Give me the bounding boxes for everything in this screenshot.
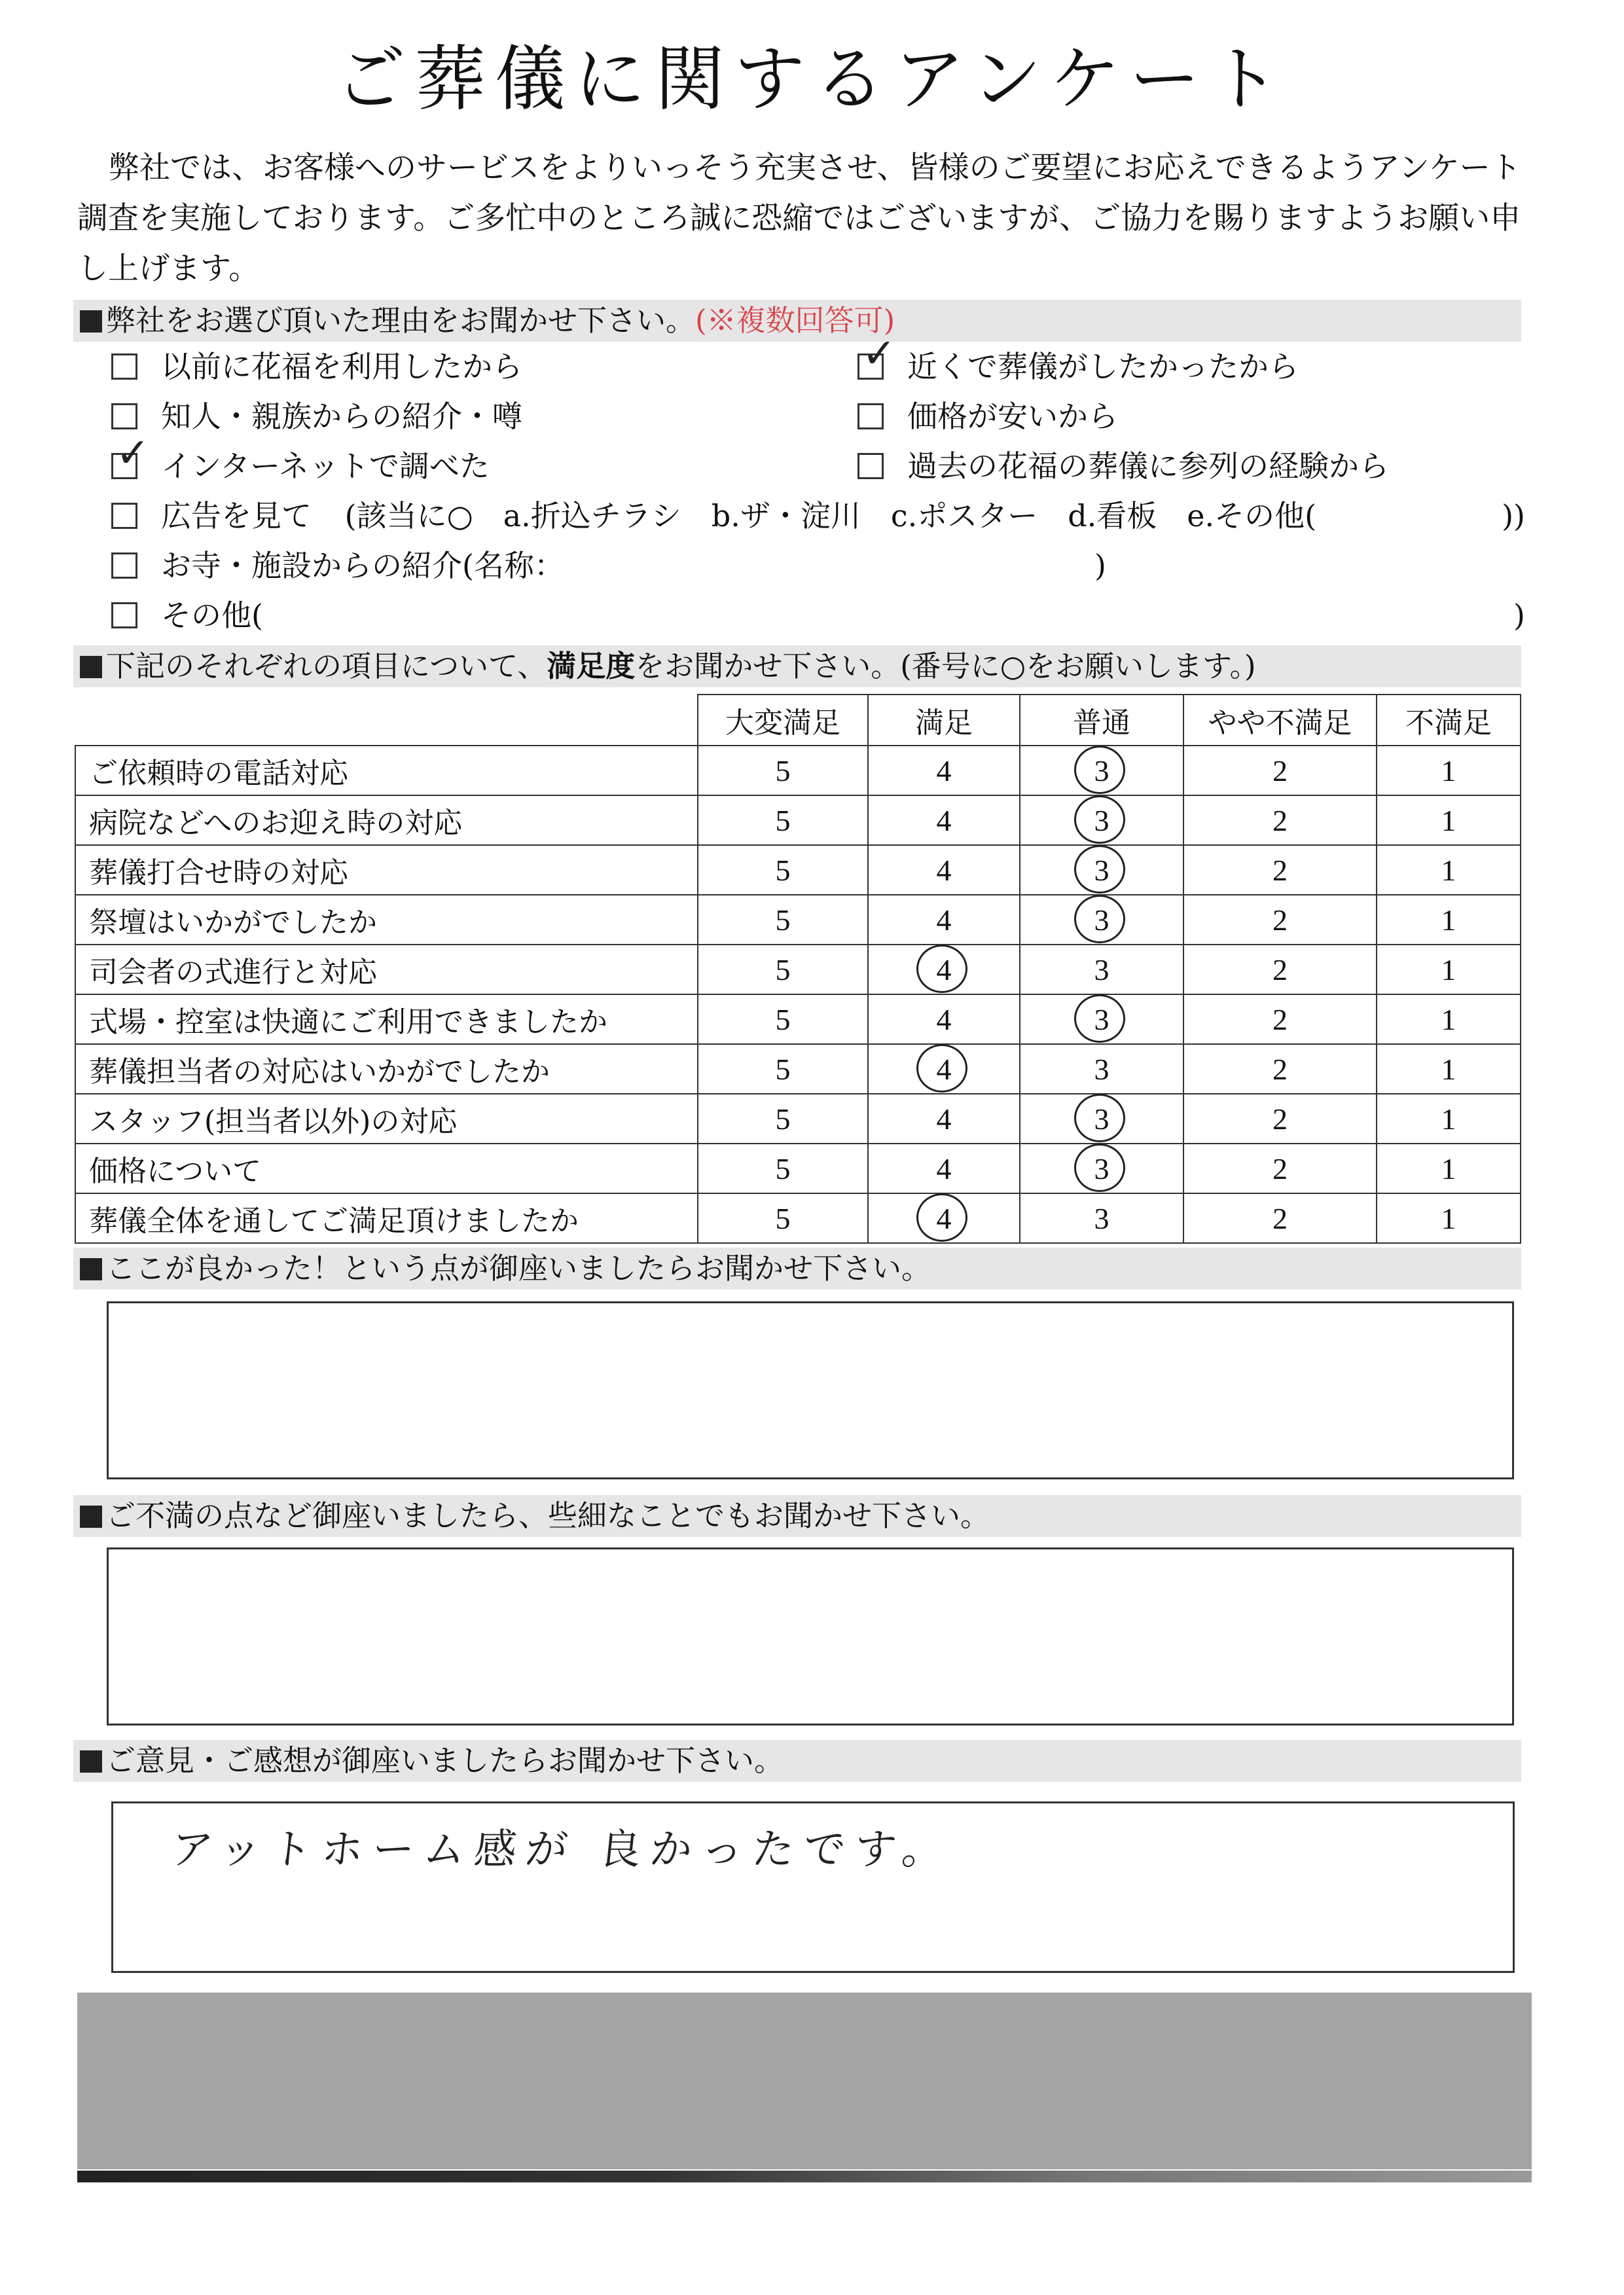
rating-value: 4 — [936, 1102, 952, 1136]
table-row — [75, 845, 1521, 895]
rating-value: 3 — [1094, 853, 1110, 887]
option-other[interactable] — [111, 592, 1525, 639]
rating-option-5[interactable] — [698, 1044, 868, 1094]
square-bullet-icon — [80, 1258, 102, 1280]
table-row — [75, 1144, 1521, 1193]
rating-value: 5 — [775, 1052, 791, 1086]
rating-option-3[interactable] — [1020, 1193, 1183, 1243]
section-comments-heading — [73, 1740, 1521, 1782]
rating-option-3[interactable] — [1020, 895, 1183, 945]
rating-option-2[interactable] — [1183, 795, 1377, 845]
checkmark-icon: ✓ — [116, 429, 150, 477]
intro-paragraph: 弊社では、お客様へのサービスをよりいっそう充実させ、皆様のご要望にお応えできるようアンケート調査を実施しております。ご多忙中のところ誠に恐縮ではございますが、ご協力を賜りますようお願い申し上げます。 — [77, 150, 1521, 287]
good-points-textarea[interactable] — [107, 1301, 1514, 1479]
rating-option-3[interactable] — [1020, 994, 1183, 1044]
selected-circle-icon — [1074, 795, 1125, 844]
table-row — [75, 994, 1521, 1044]
page-title: ご葬儀に関するアンケート — [334, 39, 1290, 120]
table-row — [75, 1044, 1521, 1094]
square-bullet-icon — [80, 1750, 102, 1773]
selected-circle-icon — [916, 945, 967, 993]
column-header: やや不満足 — [1183, 695, 1377, 746]
rating-option-4[interactable] — [868, 746, 1020, 795]
rating-option-4[interactable] — [868, 1193, 1020, 1243]
heading-pre: 下記のそれぞれの項目について、 — [106, 649, 547, 683]
ad-detail: (該当に○ a.折込チラシ b.ザ・淀川 c.ポスター d.看板 e.その他( — [344, 498, 1317, 533]
rating-value: 3 — [1094, 1052, 1110, 1086]
rating-value: 5 — [775, 903, 791, 937]
rating-option-4[interactable] — [868, 1044, 1020, 1094]
rating-value: 4 — [936, 803, 952, 837]
rating-option-2[interactable] — [1183, 845, 1377, 895]
rating-option-2[interactable] — [1183, 994, 1377, 1044]
question-cell: 葬儀担当者の対応はいかがでしたか — [75, 1044, 698, 1094]
checkbox[interactable] — [857, 403, 884, 429]
rating-option-5[interactable] — [698, 795, 868, 845]
rating-value: 4 — [936, 1201, 952, 1235]
rating-option-4[interactable] — [868, 895, 1020, 945]
rating-option-5[interactable] — [698, 895, 868, 945]
rating-value: 1 — [1441, 903, 1456, 937]
rating-value: 4 — [936, 903, 952, 937]
rating-option-1[interactable] — [1377, 1193, 1521, 1243]
rating-value: 2 — [1272, 1201, 1288, 1235]
selected-circle-icon — [1074, 1144, 1125, 1192]
rating-value: 1 — [1441, 952, 1456, 986]
rating-option-5[interactable] — [698, 945, 868, 994]
other-close: ) — [1513, 598, 1525, 633]
intro-text — [77, 143, 1527, 294]
rating-value: 3 — [1094, 1151, 1110, 1185]
rating-value: 3 — [1094, 753, 1110, 787]
rating-value: 3 — [1094, 1102, 1110, 1136]
rating-value: 1 — [1441, 1002, 1456, 1036]
selected-circle-icon — [1074, 845, 1125, 894]
rating-value: 5 — [775, 1151, 791, 1185]
rating-value: 5 — [775, 753, 791, 787]
ad-close: )) — [1502, 498, 1525, 533]
table-row — [75, 746, 1521, 795]
rating-value: 2 — [1272, 903, 1288, 937]
question-cell: 価格について — [75, 1144, 698, 1193]
option-previous-use[interactable] — [111, 343, 522, 390]
table-row — [75, 895, 1521, 945]
rating-value: 3 — [1094, 952, 1110, 986]
rating-option-4[interactable] — [868, 994, 1020, 1044]
selected-circle-icon — [916, 1193, 967, 1242]
rating-option-2[interactable] — [1183, 1144, 1377, 1193]
section-good-points-heading — [73, 1248, 1521, 1290]
question-cell: スタッフ(担当者以外)の対応 — [75, 1094, 698, 1144]
rating-option-4[interactable] — [868, 1144, 1020, 1193]
rating-option-4[interactable] — [868, 845, 1020, 895]
question-cell: 葬儀全体を通してご満足頂けましたか — [75, 1193, 698, 1243]
selected-circle-icon — [1074, 1094, 1125, 1142]
rating-option-3[interactable] — [1020, 1144, 1183, 1193]
table-header-row — [75, 695, 1521, 746]
section-satisfaction-heading — [73, 645, 1521, 687]
question-cell: 司会者の式進行と対応 — [75, 945, 698, 994]
question-cell: 式場・控室は快適にご利用できましたか — [75, 994, 698, 1044]
rating-value: 4 — [936, 1052, 952, 1086]
checkmark-icon: ✓ — [862, 329, 896, 377]
option-label: 価格が安いから — [907, 399, 1118, 434]
option-attended-before[interactable] — [857, 443, 1389, 490]
section-complaints-heading — [73, 1495, 1521, 1537]
header-blank — [75, 695, 698, 746]
rating-option-1[interactable] — [1377, 895, 1521, 945]
redaction-edge — [77, 2171, 1532, 2182]
rating-option-3[interactable] — [1020, 1094, 1183, 1144]
question-cell: 祭壇はいかがでしたか — [75, 895, 698, 945]
rating-option-5[interactable] — [698, 994, 868, 1044]
selected-circle-icon — [1074, 895, 1125, 943]
rating-option-2[interactable] — [1183, 746, 1377, 795]
complaints-textarea[interactable] — [107, 1547, 1514, 1726]
rating-option-5[interactable] — [698, 1144, 868, 1193]
rating-value: 2 — [1272, 1151, 1288, 1185]
square-bullet-icon — [80, 1506, 102, 1528]
selected-circle-icon — [916, 1044, 967, 1093]
option-cheap[interactable] — [857, 393, 1118, 440]
rating-option-4[interactable] — [868, 945, 1020, 994]
heading-post: をお聞かせ下さい。(番号に○をお願いします。) — [635, 649, 1256, 683]
rating-option-3[interactable] — [1020, 795, 1183, 845]
column-header: 不満足 — [1377, 695, 1521, 746]
rating-value: 3 — [1094, 903, 1110, 937]
checkbox[interactable] — [111, 403, 137, 429]
table-row — [75, 795, 1521, 845]
checkbox-checked[interactable] — [857, 329, 896, 380]
section-comments-title: ご意見・ご感想が御座いましたらお聞かせ下さい。 — [106, 1743, 784, 1778]
rating-option-1[interactable] — [1377, 746, 1521, 795]
rating-value: 2 — [1272, 952, 1288, 986]
rating-value: 2 — [1272, 1002, 1288, 1036]
rating-value: 4 — [936, 1002, 952, 1036]
rating-option-1[interactable] — [1377, 795, 1521, 845]
rating-value: 4 — [936, 952, 952, 986]
rating-option-2[interactable] — [1183, 945, 1377, 994]
table-row — [75, 1094, 1521, 1144]
column-header: 大変満足 — [698, 695, 868, 746]
redacted-area — [77, 1993, 1532, 2169]
rating-value: 1 — [1441, 1052, 1456, 1086]
temple-close: ) — [1094, 548, 1106, 583]
checkbox[interactable] — [111, 552, 137, 579]
rating-value: 5 — [775, 1002, 791, 1036]
rating-value: 4 — [936, 753, 952, 787]
rating-option-1[interactable] — [1377, 845, 1521, 895]
question-cell: 病院などへのお迎え時の対応 — [75, 795, 698, 845]
table-row — [75, 945, 1521, 994]
option-label: 知人・親族からの紹介・噂 — [161, 399, 522, 434]
rating-value: 1 — [1441, 803, 1456, 837]
column-header: 普通 — [1020, 695, 1183, 746]
rating-value: 1 — [1441, 1151, 1456, 1185]
rating-value: 5 — [775, 1102, 791, 1136]
selected-circle-icon — [1074, 994, 1125, 1043]
handwritten-comment: アットホーム感が 良かったです。 — [168, 1826, 956, 1874]
option-label: その他( — [161, 598, 263, 633]
option-label: インターネットで調べた — [161, 448, 490, 484]
rating-value: 2 — [1272, 753, 1288, 787]
section-reasons-title: 弊社をお選び頂いた理由をお聞かせ下さい。 — [106, 303, 696, 338]
rating-value: 5 — [775, 952, 791, 986]
rating-option-5[interactable] — [698, 746, 868, 795]
rating-option-4[interactable] — [868, 795, 1020, 845]
option-label: 広告を見て — [161, 498, 312, 533]
rating-value: 1 — [1441, 1201, 1456, 1235]
checkbox[interactable] — [111, 353, 137, 380]
option-label: お寺・施設からの紹介(名称： — [161, 548, 564, 583]
selected-circle-icon — [1074, 746, 1125, 794]
rating-option-3[interactable] — [1020, 746, 1183, 795]
rating-value: 2 — [1272, 803, 1288, 837]
rating-value: 5 — [775, 1201, 791, 1235]
rating-option-1[interactable] — [1377, 994, 1521, 1044]
section-complaints-title: ご不満の点など御座いましたら、些細なことでもお聞かせ下さい。 — [106, 1498, 990, 1533]
rating-option-1[interactable] — [1377, 1044, 1521, 1094]
option-temple[interactable] — [111, 542, 1106, 589]
rating-option-5[interactable] — [698, 1193, 868, 1243]
section-reasons-heading — [73, 300, 1521, 342]
rating-value: 5 — [775, 803, 791, 837]
rating-option-5[interactable] — [698, 1094, 868, 1144]
rating-value: 4 — [936, 1151, 952, 1185]
option-referral[interactable] — [111, 393, 522, 440]
rating-option-2[interactable] — [1183, 1044, 1377, 1094]
rating-option-3[interactable] — [1020, 945, 1183, 994]
column-header: 満足 — [868, 695, 1020, 746]
question-cell: ご依頼時の電話対応 — [75, 746, 698, 795]
option-label: 近くで葬儀がしたかったから — [907, 349, 1299, 384]
rating-value: 2 — [1272, 853, 1288, 887]
checkbox[interactable] — [857, 453, 884, 479]
rating-option-1[interactable] — [1377, 1144, 1521, 1193]
table-row — [75, 1193, 1521, 1243]
option-label: 過去の花福の葬儀に参列の経験から — [907, 448, 1389, 484]
rating-option-1[interactable] — [1377, 1094, 1521, 1144]
rating-option-3[interactable] — [1020, 1044, 1183, 1094]
rating-option-4[interactable] — [868, 1094, 1020, 1144]
rating-value: 5 — [775, 853, 791, 887]
rating-option-1[interactable] — [1377, 945, 1521, 994]
option-advertisement[interactable] — [111, 492, 1525, 539]
rating-value: 3 — [1094, 803, 1110, 837]
rating-option-3[interactable] — [1020, 845, 1183, 895]
checkbox[interactable] — [111, 602, 137, 628]
rating-option-2[interactable] — [1183, 1094, 1377, 1144]
rating-value: 2 — [1272, 1102, 1288, 1136]
question-cell: 葬儀打合せ時の対応 — [75, 845, 698, 895]
rating-value: 3 — [1094, 1201, 1110, 1235]
rating-value: 3 — [1094, 1002, 1110, 1036]
square-bullet-icon — [80, 310, 102, 333]
rating-value: 4 — [936, 853, 952, 887]
rating-value: 1 — [1441, 753, 1456, 787]
heading-bold: 満足度 — [547, 649, 636, 683]
section-good-points-title: ここが良かった！という点が御座いましたらお聞かせ下さい。 — [106, 1251, 931, 1286]
option-label: 以前に花福を利用したから — [161, 349, 522, 384]
option-internet[interactable] — [111, 429, 490, 490]
rating-option-5[interactable] — [698, 845, 868, 895]
checkbox[interactable] — [111, 503, 137, 529]
rating-option-2[interactable] — [1183, 1193, 1377, 1243]
rating-option-2[interactable] — [1183, 895, 1377, 945]
rating-value: 1 — [1441, 1102, 1456, 1136]
satisfaction-table — [75, 694, 1521, 1244]
option-nearby[interactable] — [857, 329, 1299, 390]
section-reasons-note: (※複数回答可) — [695, 303, 895, 338]
rating-value: 2 — [1272, 1052, 1288, 1086]
square-bullet-icon — [80, 656, 102, 678]
rating-value: 1 — [1441, 853, 1456, 887]
checkbox-checked[interactable] — [111, 429, 150, 479]
